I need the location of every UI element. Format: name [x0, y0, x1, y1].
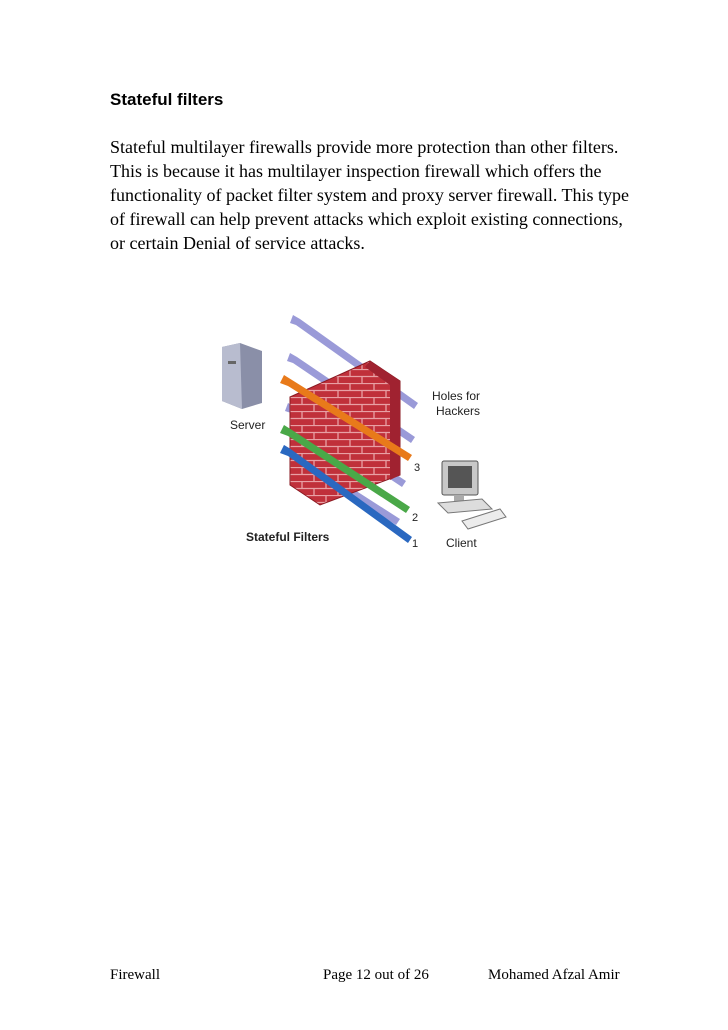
arrow-number-2: 2 [412, 512, 419, 524]
holes-label-line2: Hackers [436, 404, 481, 418]
stateful-filters-figure [200, 285, 540, 570]
firewall-diagram [200, 285, 540, 565]
arrow-number-1: 1 [412, 538, 419, 550]
footer-page-number: Page 12 out of 26 [323, 967, 429, 983]
client-label: Client [446, 536, 477, 550]
server-label: Server [230, 418, 266, 432]
section-heading: Stateful filters [110, 90, 224, 109]
footer-left: Firewall [110, 967, 160, 983]
figure-caption: Stateful Filters [246, 530, 330, 544]
arrow-number-3: 3 [414, 462, 421, 474]
brick-wall [290, 361, 400, 505]
holes-label-line1: Holes for [432, 389, 481, 403]
client-computer-icon [438, 461, 506, 529]
footer-author: Mohamed Afzal Amir [488, 967, 620, 983]
section-paragraph: Stateful multilayer firewalls provide more protection than other filters. This is because it has multilayer inspection firewall which offers the functionality of packet filter system and proxy server firewall. This type of firewall can help prevent attacks which exploit existing connections, or certain Denial of service attacks. [110, 137, 630, 253]
server-icon [222, 343, 262, 409]
